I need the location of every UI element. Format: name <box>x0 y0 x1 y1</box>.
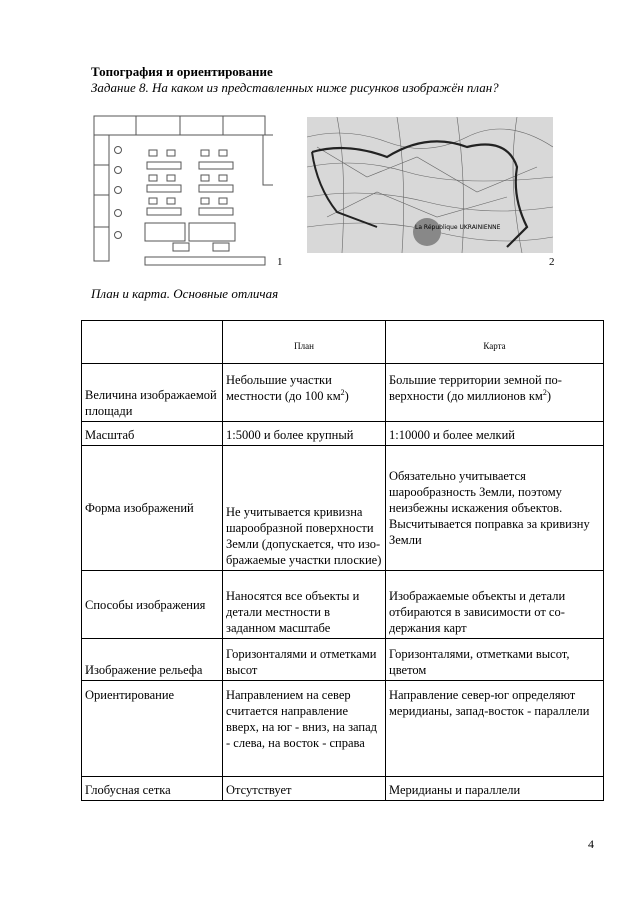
plan-cell: Отсутствует <box>223 777 386 801</box>
feature-cell: Форма изображений <box>82 446 223 571</box>
table-header-cell: Карта <box>386 321 604 364</box>
map-cell: Изображаемые объекты и детали отбираются в зависимости от со-держания карт <box>386 571 604 639</box>
figure-2-label: 2 <box>549 256 555 268</box>
map-cell: Большие территории земной по-верхности (до миллионов $км^2$) <box>386 364 604 422</box>
feature-cell: Ориентирование <box>82 681 223 777</box>
table-row <box>82 681 604 777</box>
table-header-row <box>82 321 604 364</box>
map-cell: Направление север-юг определяют меридианы, запад-восток - параллели <box>386 681 604 777</box>
map-text: La République UKRAINIENNE <box>415 224 501 231</box>
map-cell: 1:10000 и более мелкий <box>386 422 604 446</box>
table-row <box>82 639 604 681</box>
figure-1-label: 1 <box>277 256 283 268</box>
plan-cell: Наносятся все объекты и детали местности в заданном масштабе <box>223 571 386 639</box>
map-figure <box>307 117 553 253</box>
table-row <box>82 446 604 571</box>
table-row <box>82 422 604 446</box>
plan-cell: Направлением на север считается направление вверх, на юг - вниз, на запад - слева, на восток - справа <box>223 681 386 777</box>
task-text: Задание 8. На каком из представленных ниже рисунков изображён план? <box>91 80 499 95</box>
table-header-cell <box>82 321 223 364</box>
floor-plan-figure <box>93 115 273 267</box>
comparison-table <box>81 320 604 801</box>
section-subtitle: План и карта. Основные отличая <box>91 286 279 301</box>
feature-cell: Масштаб <box>82 422 223 446</box>
page-number: 4 <box>588 837 594 851</box>
feature-cell: Величина изображаемой площади <box>82 364 223 422</box>
feature-cell: Глобусная сетка <box>82 777 223 801</box>
table-row <box>82 777 604 801</box>
page-title: Топография и ориентирование <box>91 64 273 79</box>
map-cell: Меридианы и параллели <box>386 777 604 801</box>
feature-cell: Изображение рельефа <box>82 639 223 681</box>
plan-cell: Не учитывается кривизна шарообразной поверхности Земли (допускается, что изо-бражаемые участки плоские) <box>223 446 386 571</box>
table-row <box>82 571 604 639</box>
table-header-cell: План <box>223 321 386 364</box>
plan-cell: Горизонталями и отметками высот <box>223 639 386 681</box>
map-cell: Обязательно учитывается шарообразность Земли, поэтому неизбежны искажения объектов. Высчитывается поправка за кривизну Земли <box>386 446 604 571</box>
plan-cell: Небольшие участки местности (до 100 $км^2$) <box>223 364 386 422</box>
table-row <box>82 364 604 422</box>
plan-cell: 1:5000 и более крупный <box>223 422 386 446</box>
map-cell: Горизонталями, отметками высот, цветом <box>386 639 604 681</box>
feature-cell: Способы изображения <box>82 571 223 639</box>
